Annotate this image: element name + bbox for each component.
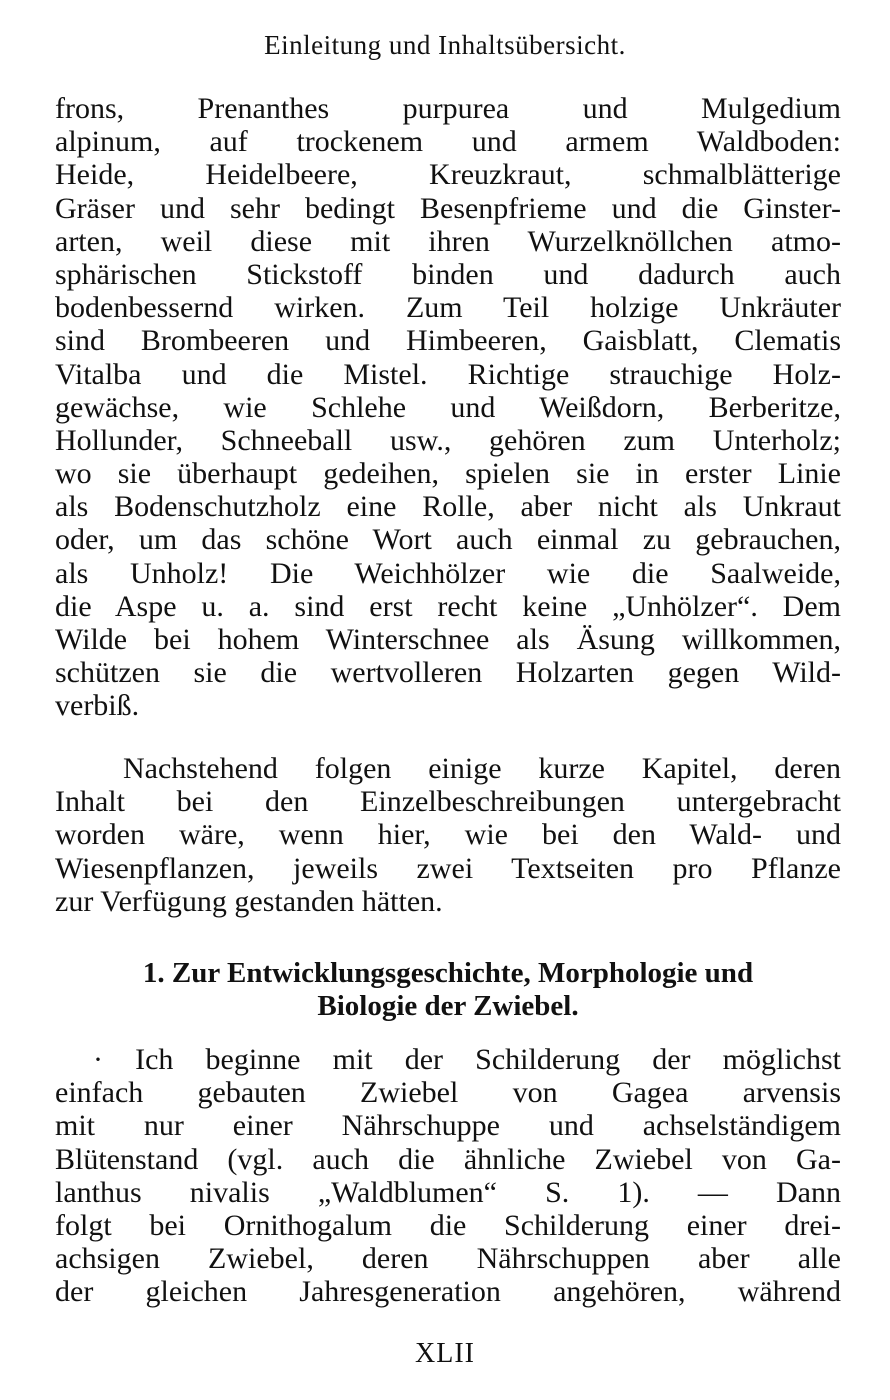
text-line: mit nur einer Nährschuppe und achselständigem — [55, 1109, 841, 1143]
text-line: Wiesenpflanzen, jeweils zwei Textseiten pro Pflanze — [55, 851, 841, 885]
text-line: Nachstehend folgen einige kurze Kapitel, deren — [123, 752, 841, 785]
text-line: lanthus nivalis „Waldblumen“ S. 1). — Dann — [55, 1175, 841, 1209]
text-line: der gleichen Jahresgeneration angehören, während — [55, 1275, 841, 1309]
paragraph-chapters-intro — [55, 752, 841, 918]
text-line: als Bodenschutzholz eine Rolle, aber nicht als Unkraut — [55, 490, 841, 524]
text-line: einfach gebauten Zwiebel von Gagea arvensis — [55, 1076, 841, 1110]
text-line: worden wäre, wenn hier, wie bei den Wald- und — [55, 818, 841, 852]
text-line: alpinum, auf trockenem und armem Waldboden: — [55, 125, 841, 159]
text-line: Hollunder, Schneeball usw., gehören zum Unterholz; — [55, 423, 841, 457]
text-line: Gräser und sehr bedingt Besenpfrieme und die Ginster- — [55, 191, 841, 225]
text-line: sind Brombeeren und Himbeeren, Gaisblatt, Clematis — [55, 324, 841, 358]
text-line: bodenbessernd wirken. Zum Teil holzige Unkräuter — [55, 291, 841, 325]
section-heading-line-2: Biologie der Zwiebel. — [317, 990, 579, 1022]
text-line: die Aspe u. a. sind erst recht keine „Unhölzer“. Dem — [55, 589, 841, 623]
text-line: verbiß. — [55, 689, 140, 723]
text-line: Wilde bei hohem Winterschnee als Äsung willkommen, — [55, 623, 841, 656]
page-number: XLII — [415, 1338, 475, 1369]
text-line: achsigen Zwiebel, deren Nährschuppen aber alle — [55, 1242, 841, 1276]
text-line: Blütenstand (vgl. auch die ähnliche Zwiebel von Ga- — [55, 1142, 841, 1176]
text-line: Heide, Heidelbeere, Kreuzkraut, schmalblätterige — [55, 158, 841, 192]
running-head: Einleitung und Inhaltsübersicht. — [264, 30, 626, 60]
text-line: folgt bei Ornithogalum die Schilderung einer drei- — [55, 1208, 841, 1242]
text-line: gewächse, wie Schlehe und Weißdorn, Berberitze, — [55, 390, 841, 424]
text-line: Inhalt bei den Einzelbeschreibungen untergebracht — [55, 785, 841, 819]
text-line: wo sie überhaupt gedeihen, spielen sie in erster Linie — [55, 457, 841, 491]
paragraph-weeds — [55, 92, 841, 723]
text-line: arten, weil diese mit ihren Wurzelknöllchen atmo- — [55, 224, 841, 258]
text-line: · Ich beginne mit der Schilderung der möglichst — [93, 1043, 841, 1076]
text-line: schützen sie die wertvolleren Holzarten gegen Wild- — [55, 656, 841, 690]
text-line: Vitalba und die Mistel. Richtige strauchige Holz- — [55, 357, 841, 391]
text-line: sphärischen Stickstoff binden und dadurch auch — [55, 257, 841, 291]
text-line: zur Verfügung gestanden hätten. — [55, 884, 443, 918]
text-line: frons, Prenanthes purpurea und Mulgedium — [55, 92, 841, 125]
text-line: als Unholz! Die Weichhölzer wie die Saalweide, — [55, 556, 841, 590]
paragraph-onion-description — [55, 1043, 841, 1309]
section-heading — [55, 957, 841, 1023]
section-heading-line-1: 1. Zur Entwicklungsgeschichte, Morphologie und — [142, 957, 754, 989]
text-line: oder, um das schöne Wort auch einmal zu gebrauchen, — [55, 523, 841, 557]
